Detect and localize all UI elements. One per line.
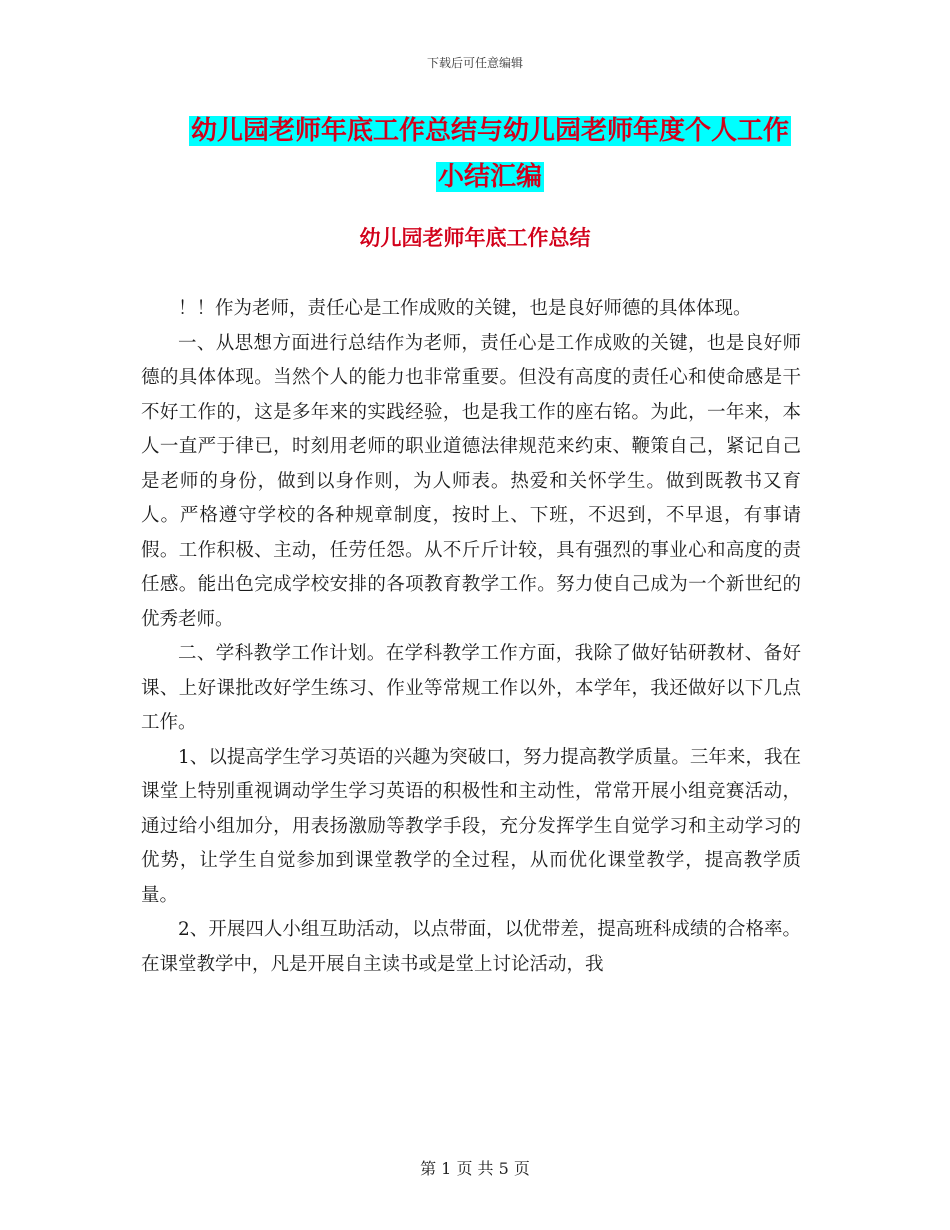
section-title: 幼儿园老师年底工作总结	[359, 226, 591, 250]
body-text	[141, 292, 801, 982]
document-title-line-2: 小结汇编	[437, 162, 542, 192]
paragraph: 1、以提高学生学习英语的兴趣为突破口，努力提高教学质量。三年来，我在课堂上特别重视调动学生学习英语的积极性和主动性，常常开展小组竞赛活动，通过给小组加分，用表扬激励等教学手段，充分发挥学生自觉学习和主动学习的优势，让学生自觉参加到课堂教学的全过程，从而优化课堂教学，提高教学质量。	[141, 746, 801, 906]
page-footer: 第 1 页 共 5 页	[420, 1159, 530, 1178]
paragraph: 二、学科教学工作计划。在学科教学工作方面，我除了做好钻研教材、备好课、上好课批改好学生练习、作业等常规工作以外，本学年，我还做好以下几点工作。	[141, 643, 801, 733]
document-title	[140, 108, 840, 200]
paragraph: 2、开展四人小组互助活动，以点带面，以优带差，提高班科成绩的合格率。在课堂教学中，凡是开展自主读书或是堂上讨论活动，我	[141, 919, 801, 975]
header-note: 下载后可任意编辑	[426, 56, 523, 70]
paragraph: ！！作为老师，责任心是工作成败的关键，也是良好师德的具体体现。	[178, 298, 752, 319]
paragraph: 一、从思想方面进行总结作为老师，责任心是工作成败的关键，也是良好师德的具体体现。当然个人的能力也非常重要。但没有高度的责任心和使命感是干不好工作的，这是多年来的实践经验，也是我工作的座右铭。为此，一年来，本人一直严于律已，时刻用老师的职业道德法律规范来约束、鞭策自己，紧记自己是老师的身份，做到以身作则，为人师表。热爱和关怀学生。做到既教书又育人。严格遵守学校的各种规章制度，按时上、下班，不迟到，不早退，有事请假。工作积极、主动，任劳任怨。从不斤斤计较，具有强烈的事业心和高度的责任感。能出色完成学校安排的各项教育教学工作。努力使自己成为一个新世纪的优秀老师。	[141, 332, 801, 630]
document-title-line-1: 幼儿园老师年底工作总结与幼儿园老师年度个人工作	[190, 116, 789, 146]
